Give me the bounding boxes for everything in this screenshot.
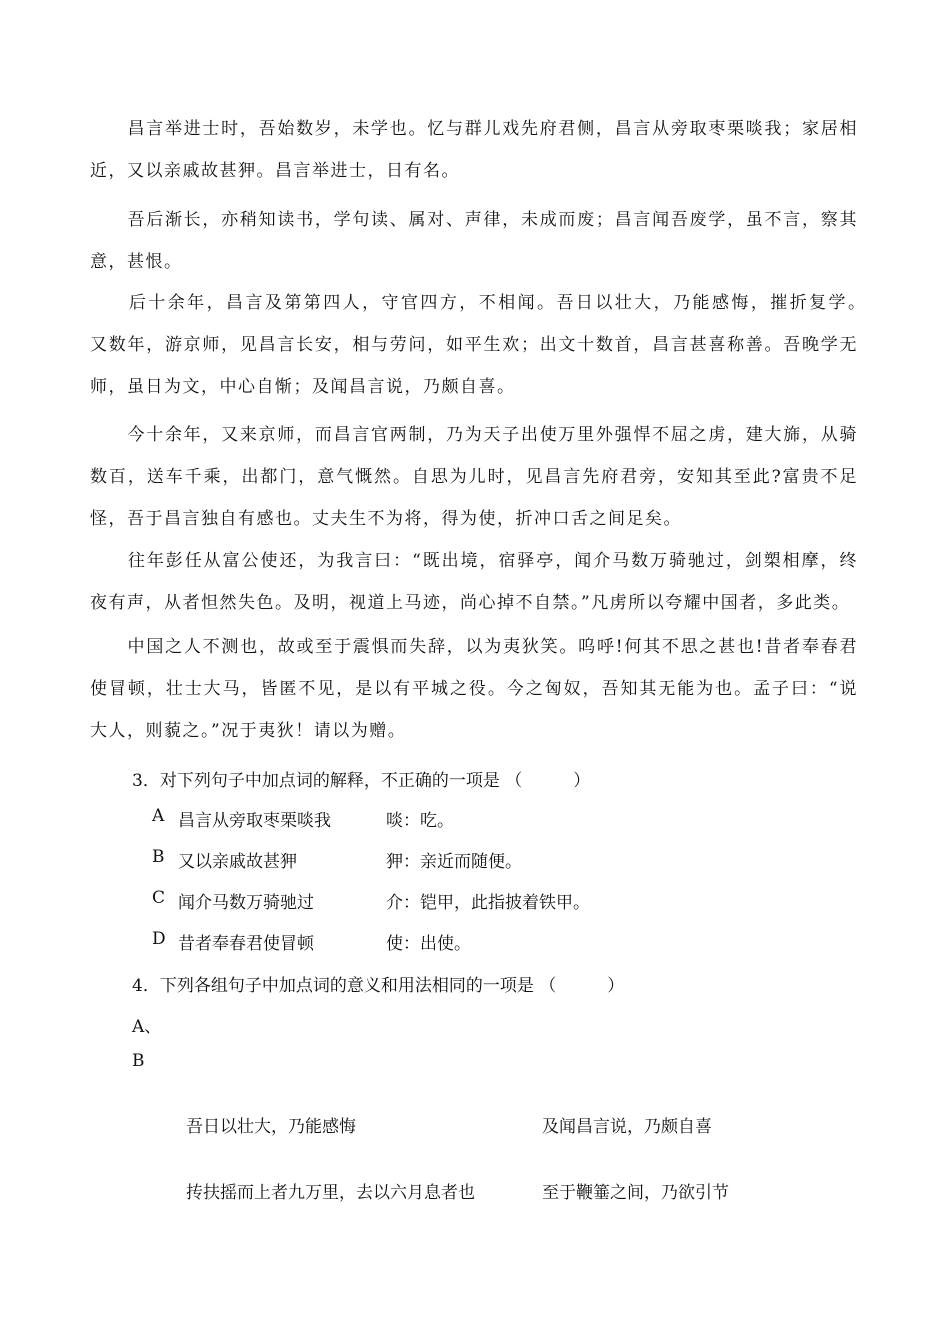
option-sentence: 昔者奉春君使冒顿	[178, 934, 314, 954]
passage-paragraph-5: 往年彭任从富公使还，为我言曰：“既出境，宿驿亭，闻介马数万骑驰过，剑槊相摩，终夜有声，从者怛然失色。及明，视道上马迹，尚心掉不自禁。”凡虏所以夸耀中国者，多此类。	[90, 551, 858, 613]
option-letter: D	[152, 929, 166, 949]
passage-paragraph-3: 后十余年，昌言及第第四人，守官四方，不相闻。吾日以壮大，乃能感悔，摧折复学。 又数年，游京师，见昌言长安，相与劳问，如平生欢；出文十数首，昌言甚喜称善。吾晚学无师，虽日为文，中心自惭；及闻昌言说，乃颇自喜。	[90, 293, 877, 397]
passage-paragraph-2: 吾后渐长，亦稍知读书，学句读、属对、声律，未成而废；昌言闻吾废学，虽不言，察其意，甚恨。	[90, 210, 858, 272]
passage-paragraph-1: 昌言举进士时，吾始数岁，未学也。忆与群儿戏先府君侧，昌言从旁取枣栗啖我；家居相近，又以亲戚故甚狎。昌言举进士，日有名。	[90, 119, 858, 181]
option-letter: A	[152, 806, 165, 826]
option-sentence: 闻介马数万骑驰过	[178, 893, 314, 913]
passage-paragraph-6: 中国之人不测也，故或至于震惧而失辞，以为夷狄笑。呜呼!何其不思之甚也!昔者奉春君使冒顿，壮士大马，皆匿不见，是以有平城之役。今之匈奴，吾知其无能为也。孟子曰：“说大人，则藐之。”况于夷狄！请以为赠。	[90, 637, 858, 741]
option-explanation: 使：出使。	[386, 934, 471, 954]
option-letter: C	[152, 888, 166, 908]
question-3-stem: 3．对下列句子中加点词的解释，不正确的一项是 （ ）	[132, 771, 591, 791]
option-explanation: 狎：亲近而随便。	[386, 852, 522, 872]
question-4-row2-left: 抟扶摇而上者九万里，去以六月息者也	[186, 1183, 475, 1203]
passage-paragraph-4: 今十余年，又来京师，而昌言官两制，乃为天子出使万里外强悍不屈之虏，建大旆，从骑数百，送车千乘，出都门，意气慨然。自思为儿时，见昌言先府君旁，安知其至此?富贵不足怪，吾于昌言独自有感也。丈夫生不为将，得为使，折冲口舌之间足矣。	[90, 425, 858, 529]
option-letter: B	[152, 847, 165, 867]
question-4-label-b: B	[132, 1051, 145, 1071]
option-explanation: 介：铠甲，此指披着铁甲。	[386, 893, 590, 913]
question-4-row1-left: 吾日以壮大，乃能感悔	[186, 1117, 356, 1137]
question-4-row2-right: 至于鞭箠之间，乃欲引节	[542, 1183, 729, 1203]
option-sentence: 昌言从旁取枣栗啖我	[178, 811, 331, 831]
option-explanation: 啖：吃。	[386, 811, 454, 831]
question-4-label-a: A、	[132, 1017, 162, 1037]
question-4-row1-right: 及闻昌言说，乃颇自喜	[542, 1117, 712, 1137]
question-4-stem: 4．下列各组句子中加点词的意义和用法相同的一项是 （ ）	[132, 976, 625, 996]
option-sentence: 又以亲戚故甚狎	[178, 852, 297, 872]
